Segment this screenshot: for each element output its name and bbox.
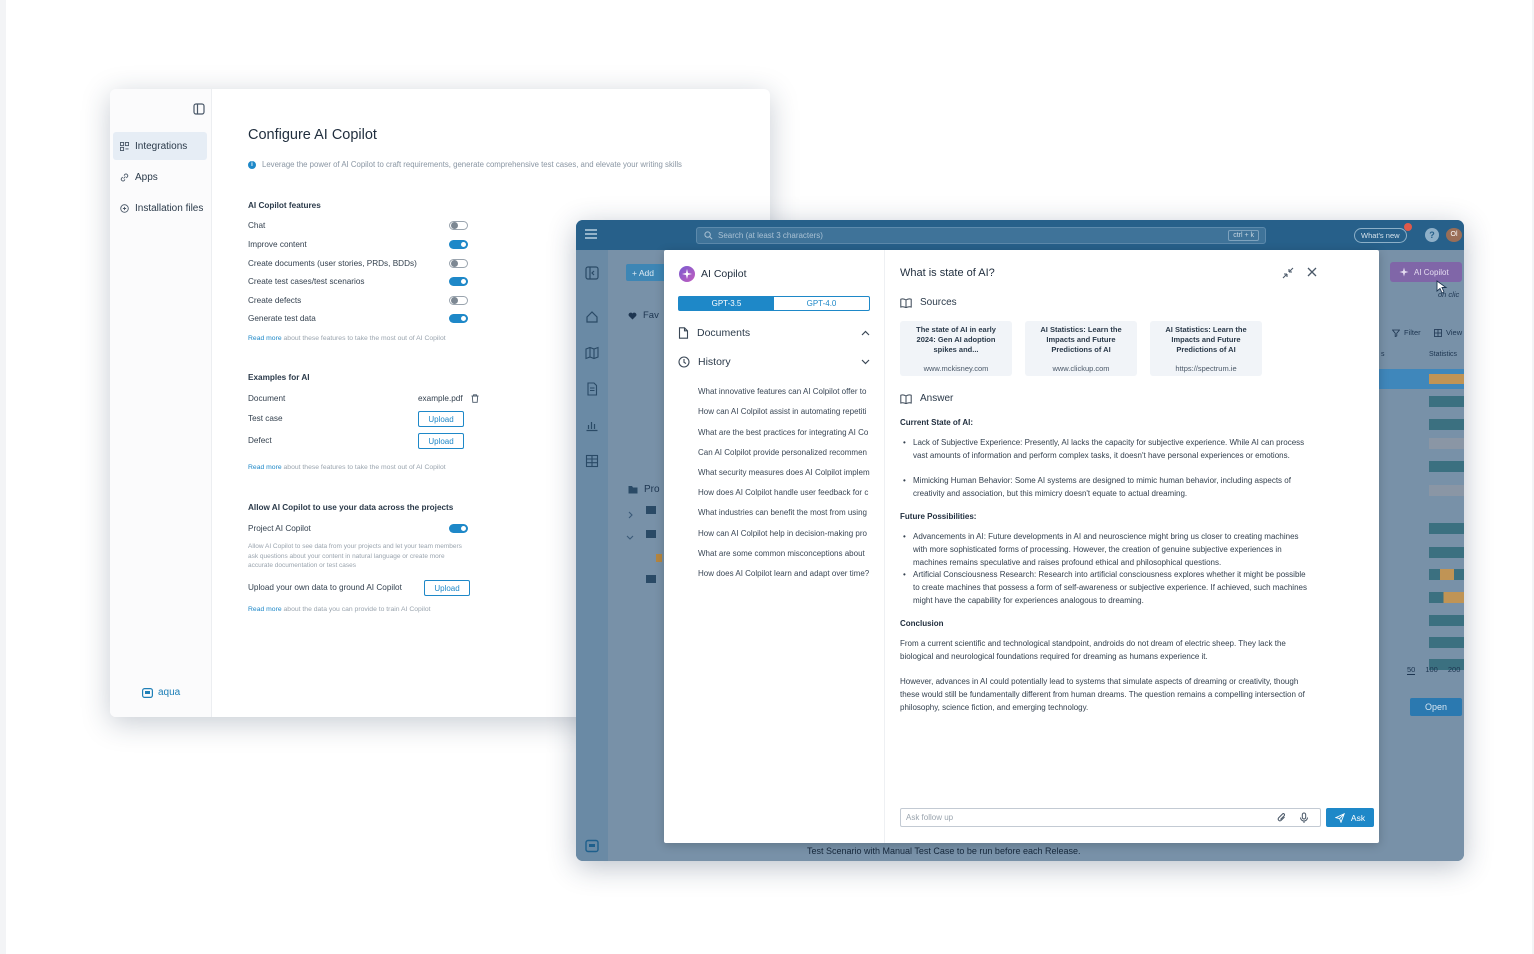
projects-label: Pro — [644, 484, 660, 495]
generate-test-data-toggle[interactable] — [449, 314, 468, 323]
app-nav-rail — [576, 250, 608, 861]
statistics-bar — [1429, 547, 1464, 558]
history-item[interactable]: How can AI Colpilot help in decision-making pro — [698, 529, 867, 538]
menu-icon[interactable] — [584, 228, 598, 240]
feature-row-create-defects — [248, 296, 468, 305]
source-card[interactable] — [1150, 321, 1262, 376]
page-size-option[interactable]: 50 — [1407, 665, 1416, 674]
folder-icon — [646, 506, 656, 514]
link-icon — [120, 173, 129, 182]
feature-label: Create defects — [248, 296, 302, 305]
copilot-sidebar — [664, 250, 885, 843]
heart-icon — [628, 312, 637, 320]
history-item[interactable]: What security measures does AI Colpilot implem — [698, 468, 870, 477]
example-row-document — [248, 391, 508, 407]
copilot-answer-panel — [885, 250, 1379, 843]
help-icon[interactable]: ? — [1425, 228, 1439, 242]
chat-toggle[interactable] — [449, 221, 468, 230]
examples-heading: Examples for AI — [248, 373, 310, 382]
note-text: about these features to take the most out of AI Copilot — [283, 464, 446, 471]
statistics-bar — [1429, 569, 1464, 580]
ai-copilot-label: AI Copilot — [1414, 267, 1449, 277]
source-title: AI Statistics: Learn the Impacts and Future Predictions of AI — [1040, 325, 1122, 354]
sources-label: Sources — [920, 297, 957, 308]
source-url: https://spectrum.ie — [1175, 364, 1237, 373]
data-heading: Allow AI Copilot to use your data across the projects — [248, 503, 454, 512]
sources-heading — [900, 297, 957, 308]
file-icon — [120, 204, 129, 213]
feature-label: Create test cases/test scenarios — [248, 277, 365, 286]
book-icon — [900, 298, 912, 308]
model-option-gpt-35[interactable]: GPT-3.5 — [679, 297, 774, 310]
documents-label: Documents — [697, 327, 751, 339]
collapse-sidebar-icon[interactable] — [193, 103, 205, 115]
project-description: Allow AI Copilot to see data from your projects and let your team members ask questions about your content in natural language or create more accurate documentation or test cases — [248, 543, 462, 569]
ask-label: Ask — [1350, 812, 1366, 823]
feature-label: Chat — [248, 221, 266, 230]
follow-up-placeholder: Ask follow up — [906, 813, 954, 822]
add-button[interactable]: + Add — [626, 264, 668, 281]
sidebar-item-label: Installation files — [135, 202, 204, 214]
history-item[interactable]: What are some common misconceptions about — [698, 549, 865, 558]
statistics-bar — [1429, 485, 1464, 496]
favorites-row — [628, 310, 659, 321]
column-s: s — [1381, 351, 1385, 358]
improve-content-toggle[interactable] — [449, 240, 468, 249]
answer-bullet: • Advancements in AI: Future developments in AI and neuroscience might bring us closer to creating machines with more sophisticated forms of processing. However, the creation of genuine subjective experiences in machines remains speculative and raises profound ethical and philosophical questions. — [900, 531, 1308, 569]
features-note — [248, 335, 446, 342]
chevron-up-icon[interactable] — [861, 330, 870, 336]
read-more-link[interactable]: Read more — [248, 464, 282, 471]
microphone-icon[interactable] — [1298, 812, 1310, 824]
history-item[interactable]: What innovative features can AI Colpilot offer to — [698, 387, 867, 396]
sidebar-item-integrations[interactable] — [113, 132, 207, 160]
documents-section-header[interactable] — [678, 327, 870, 339]
file-icon — [656, 554, 662, 562]
brand-name: aqua — [158, 687, 181, 698]
feature-row-improve-content — [248, 240, 468, 249]
sidebar-item-apps[interactable] — [113, 163, 207, 191]
view-button[interactable] — [1434, 328, 1462, 337]
data-note — [248, 606, 431, 613]
collapse-panel-icon[interactable] — [585, 266, 599, 280]
project-label: Project AI Copilot — [248, 524, 311, 533]
note-text: about the data you can provide to train AI Copilot — [283, 606, 431, 613]
favorites-label: Fav — [643, 310, 659, 321]
top-bar — [576, 220, 1464, 250]
ai-copilot-modal — [664, 250, 1379, 843]
minimize-icon[interactable] — [1282, 267, 1294, 279]
sidebar-item-label: Apps — [135, 171, 158, 183]
project-ai-copilot-row — [248, 524, 468, 533]
source-url: www.clickup.com — [1052, 364, 1110, 373]
examples-note — [248, 464, 446, 471]
aqua-logo-icon — [142, 688, 153, 698]
example-label: Document — [248, 394, 286, 403]
book-icon — [900, 394, 912, 404]
question-title: What is state of AI? — [900, 267, 995, 279]
open-button[interactable]: Open — [1410, 698, 1462, 716]
read-more-link[interactable]: Read more — [248, 606, 282, 613]
current-state-heading: Current State of AI: — [900, 418, 974, 427]
create-test-cases-toggle[interactable] — [449, 277, 468, 286]
history-item[interactable]: What industries can benefit the most from using — [698, 508, 867, 517]
statistics-bar — [1429, 438, 1464, 449]
whats-new-button[interactable]: What's new — [1354, 228, 1407, 243]
example-row-defect — [248, 433, 508, 449]
project-ai-copilot-toggle[interactable] — [449, 524, 468, 533]
source-card[interactable] — [1025, 321, 1137, 376]
page-size-option[interactable]: 100 — [1425, 665, 1438, 674]
table-icon[interactable] — [585, 454, 599, 468]
clock-icon — [678, 356, 690, 368]
home-icon[interactable] — [585, 310, 599, 324]
search-icon — [704, 231, 713, 240]
defect-upload-button[interactable]: Upload — [418, 433, 464, 449]
page-title: Configure AI Copilot — [248, 127, 377, 143]
footer-description: Test Scenario with Manual Test Case to be run before each Release. — [807, 846, 1081, 856]
history-item[interactable]: How does AI Colpilot learn and adapt over time? — [698, 569, 870, 578]
feature-row-create-test-cases — [248, 277, 468, 286]
follow-up-input[interactable] — [900, 808, 1321, 827]
feature-row-create-documents — [248, 259, 468, 268]
view-icon — [1434, 329, 1442, 337]
sparkle-icon — [679, 266, 695, 282]
model-selector — [678, 296, 870, 311]
source-card[interactable] — [900, 321, 1012, 376]
feature-label: Create documents (user stories, PRDs, BDDs) — [248, 259, 417, 268]
conclusion-heading: Conclusion — [900, 619, 944, 628]
tree-lines — [626, 508, 640, 588]
sidebar-item-installation-files[interactable] — [113, 194, 207, 222]
aqua-logo-icon — [585, 839, 599, 853]
on-click-hint: on clic — [1438, 290, 1460, 299]
folder-icon — [646, 575, 656, 583]
ask-button[interactable] — [1326, 808, 1374, 827]
statistics-bar — [1429, 637, 1464, 648]
filter-button[interactable] — [1392, 328, 1421, 337]
chart-icon[interactable] — [585, 418, 599, 432]
page-size-option[interactable]: 200 — [1447, 665, 1461, 674]
read-more-link[interactable]: Read more — [248, 335, 282, 342]
upload-own-data-row — [248, 580, 488, 596]
folder-icon — [646, 530, 656, 538]
close-icon[interactable] — [1306, 266, 1318, 278]
notification-badge — [1404, 223, 1412, 231]
feature-row-chat — [248, 221, 468, 230]
trash-icon[interactable] — [471, 394, 479, 403]
integrations-icon — [120, 142, 129, 151]
filter-icon — [1392, 329, 1400, 337]
future-heading: Future Possibilities: — [900, 512, 977, 521]
source-title: The state of AI in early 2024: Gen AI adoption spikes and... — [916, 325, 996, 354]
statistics-bar — [1429, 461, 1464, 472]
ai-copilot-logo-icon — [679, 266, 695, 282]
global-search-input[interactable] — [696, 227, 1266, 244]
info-text: Leverage the power of AI Copilot to craft requirements, generate comprehensive test cases, and elevate your writing skills — [262, 160, 682, 169]
source-url: www.mckisney.com — [923, 364, 989, 373]
document-icon — [678, 327, 689, 339]
statistics-bar — [1429, 592, 1464, 603]
chevron-down-icon[interactable] — [861, 359, 870, 365]
copilot-title: AI Copilot — [701, 268, 747, 280]
sidebar-item-label: Integrations — [135, 140, 188, 152]
source-title: AI Statistics: Learn the Impacts and Future Predictions of AI — [1165, 325, 1247, 354]
search-shortcut: ctrl + k — [1228, 230, 1259, 241]
history-item[interactable]: How can AI Colpilot assist in automating repetiti — [698, 407, 867, 416]
view-label: View — [1446, 328, 1463, 337]
statistics-bar — [1429, 419, 1464, 430]
upload-own-label: Upload your own data to ground AI Copilot — [248, 583, 402, 592]
create-defects-toggle[interactable] — [449, 296, 468, 305]
send-icon — [1335, 813, 1345, 823]
create-documents-toggle[interactable] — [449, 259, 468, 268]
info-banner — [248, 160, 682, 169]
history-item[interactable]: Can AI Colpilot provide personalized recommen — [698, 448, 867, 457]
attachment-icon[interactable] — [1276, 812, 1288, 824]
answer-bullet: • Artificial Consciousness Research: Research into artificial consciousness explores whether it might be possible to create machines that possess a form of self-awareness or subjective experience. If achieved, such machines might have the capability for experiences analogous to dreaming. — [900, 569, 1308, 607]
upload-own-data-button[interactable]: Upload — [424, 580, 470, 596]
history-label: History — [698, 356, 731, 368]
feature-label: Generate test data — [248, 314, 316, 323]
statistics-bar — [1429, 396, 1464, 407]
feature-row-generate-test-data — [248, 314, 468, 323]
statistics-bar — [1429, 374, 1464, 384]
feature-label: Improve content — [248, 240, 307, 249]
example-document-value — [418, 394, 479, 403]
filter-label: Filter — [1404, 328, 1421, 337]
map-icon[interactable] — [585, 346, 599, 360]
statistics-bar — [1429, 615, 1464, 626]
answer-bullet: • Mimicking Human Behavior: Some AI systems are designed to mimic human behavior, including aspects of creativity and association, but this mimicry doesn't equate to actual dreaming. — [900, 475, 1308, 501]
test-case-upload-button[interactable]: Upload — [418, 411, 464, 427]
conclusion-paragraph: However, advances in AI could potentially lead to systems that simulate aspects of dreaming or creativity, though these would still be fundamentally different from human dreams. The question remains a compelling intersection of philosophy, science fiction, and emerging technology. — [900, 677, 1305, 712]
example-row-test-case — [248, 411, 508, 427]
info-icon: i — [248, 161, 256, 169]
aqua-logo — [142, 687, 180, 698]
search-placeholder: Search (at least 3 characters) — [718, 231, 823, 240]
history-section-header[interactable] — [678, 356, 870, 368]
sparkle-icon — [1399, 267, 1409, 277]
features-heading: AI Copilot features — [248, 201, 321, 210]
example-filename: example.pdf — [418, 394, 463, 403]
answer-bullet: • Lack of Subjective Experience: Presently, AI lacks the capacity for subjective experience. While AI can process vast amounts of information and perform complex tasks, it doesn't have personal experiences or emotions. — [900, 437, 1308, 463]
statistics-bar — [1429, 523, 1464, 534]
settings-sidebar — [110, 89, 212, 717]
answer-label: Answer — [920, 393, 954, 404]
page-size-selector — [1407, 665, 1460, 675]
example-label: Test case — [248, 414, 283, 423]
example-label: Defect — [248, 436, 272, 445]
projects-row — [628, 484, 660, 495]
note-text: about these features to take the most out of AI Copilot — [283, 335, 446, 342]
avatar[interactable]: Ol — [1446, 228, 1462, 242]
history-item[interactable]: What are the best practices for integrating AI Co — [698, 428, 869, 437]
model-option-gpt-40[interactable]: GPT-4.0 — [806, 299, 837, 308]
conclusion-paragraph: From a current scientific and technological standpoint, androids do not dream of electric sheep. They lack the biological and neurological foundations required for dreaming as humans experience it. — [900, 639, 1286, 661]
history-item[interactable]: How does AI Colpilot handle user feedback for c — [698, 488, 869, 497]
answer-heading — [900, 393, 953, 404]
statistics-header: Statistics — [1429, 351, 1458, 358]
folder-icon — [628, 485, 638, 494]
document-icon[interactable] — [585, 382, 599, 396]
